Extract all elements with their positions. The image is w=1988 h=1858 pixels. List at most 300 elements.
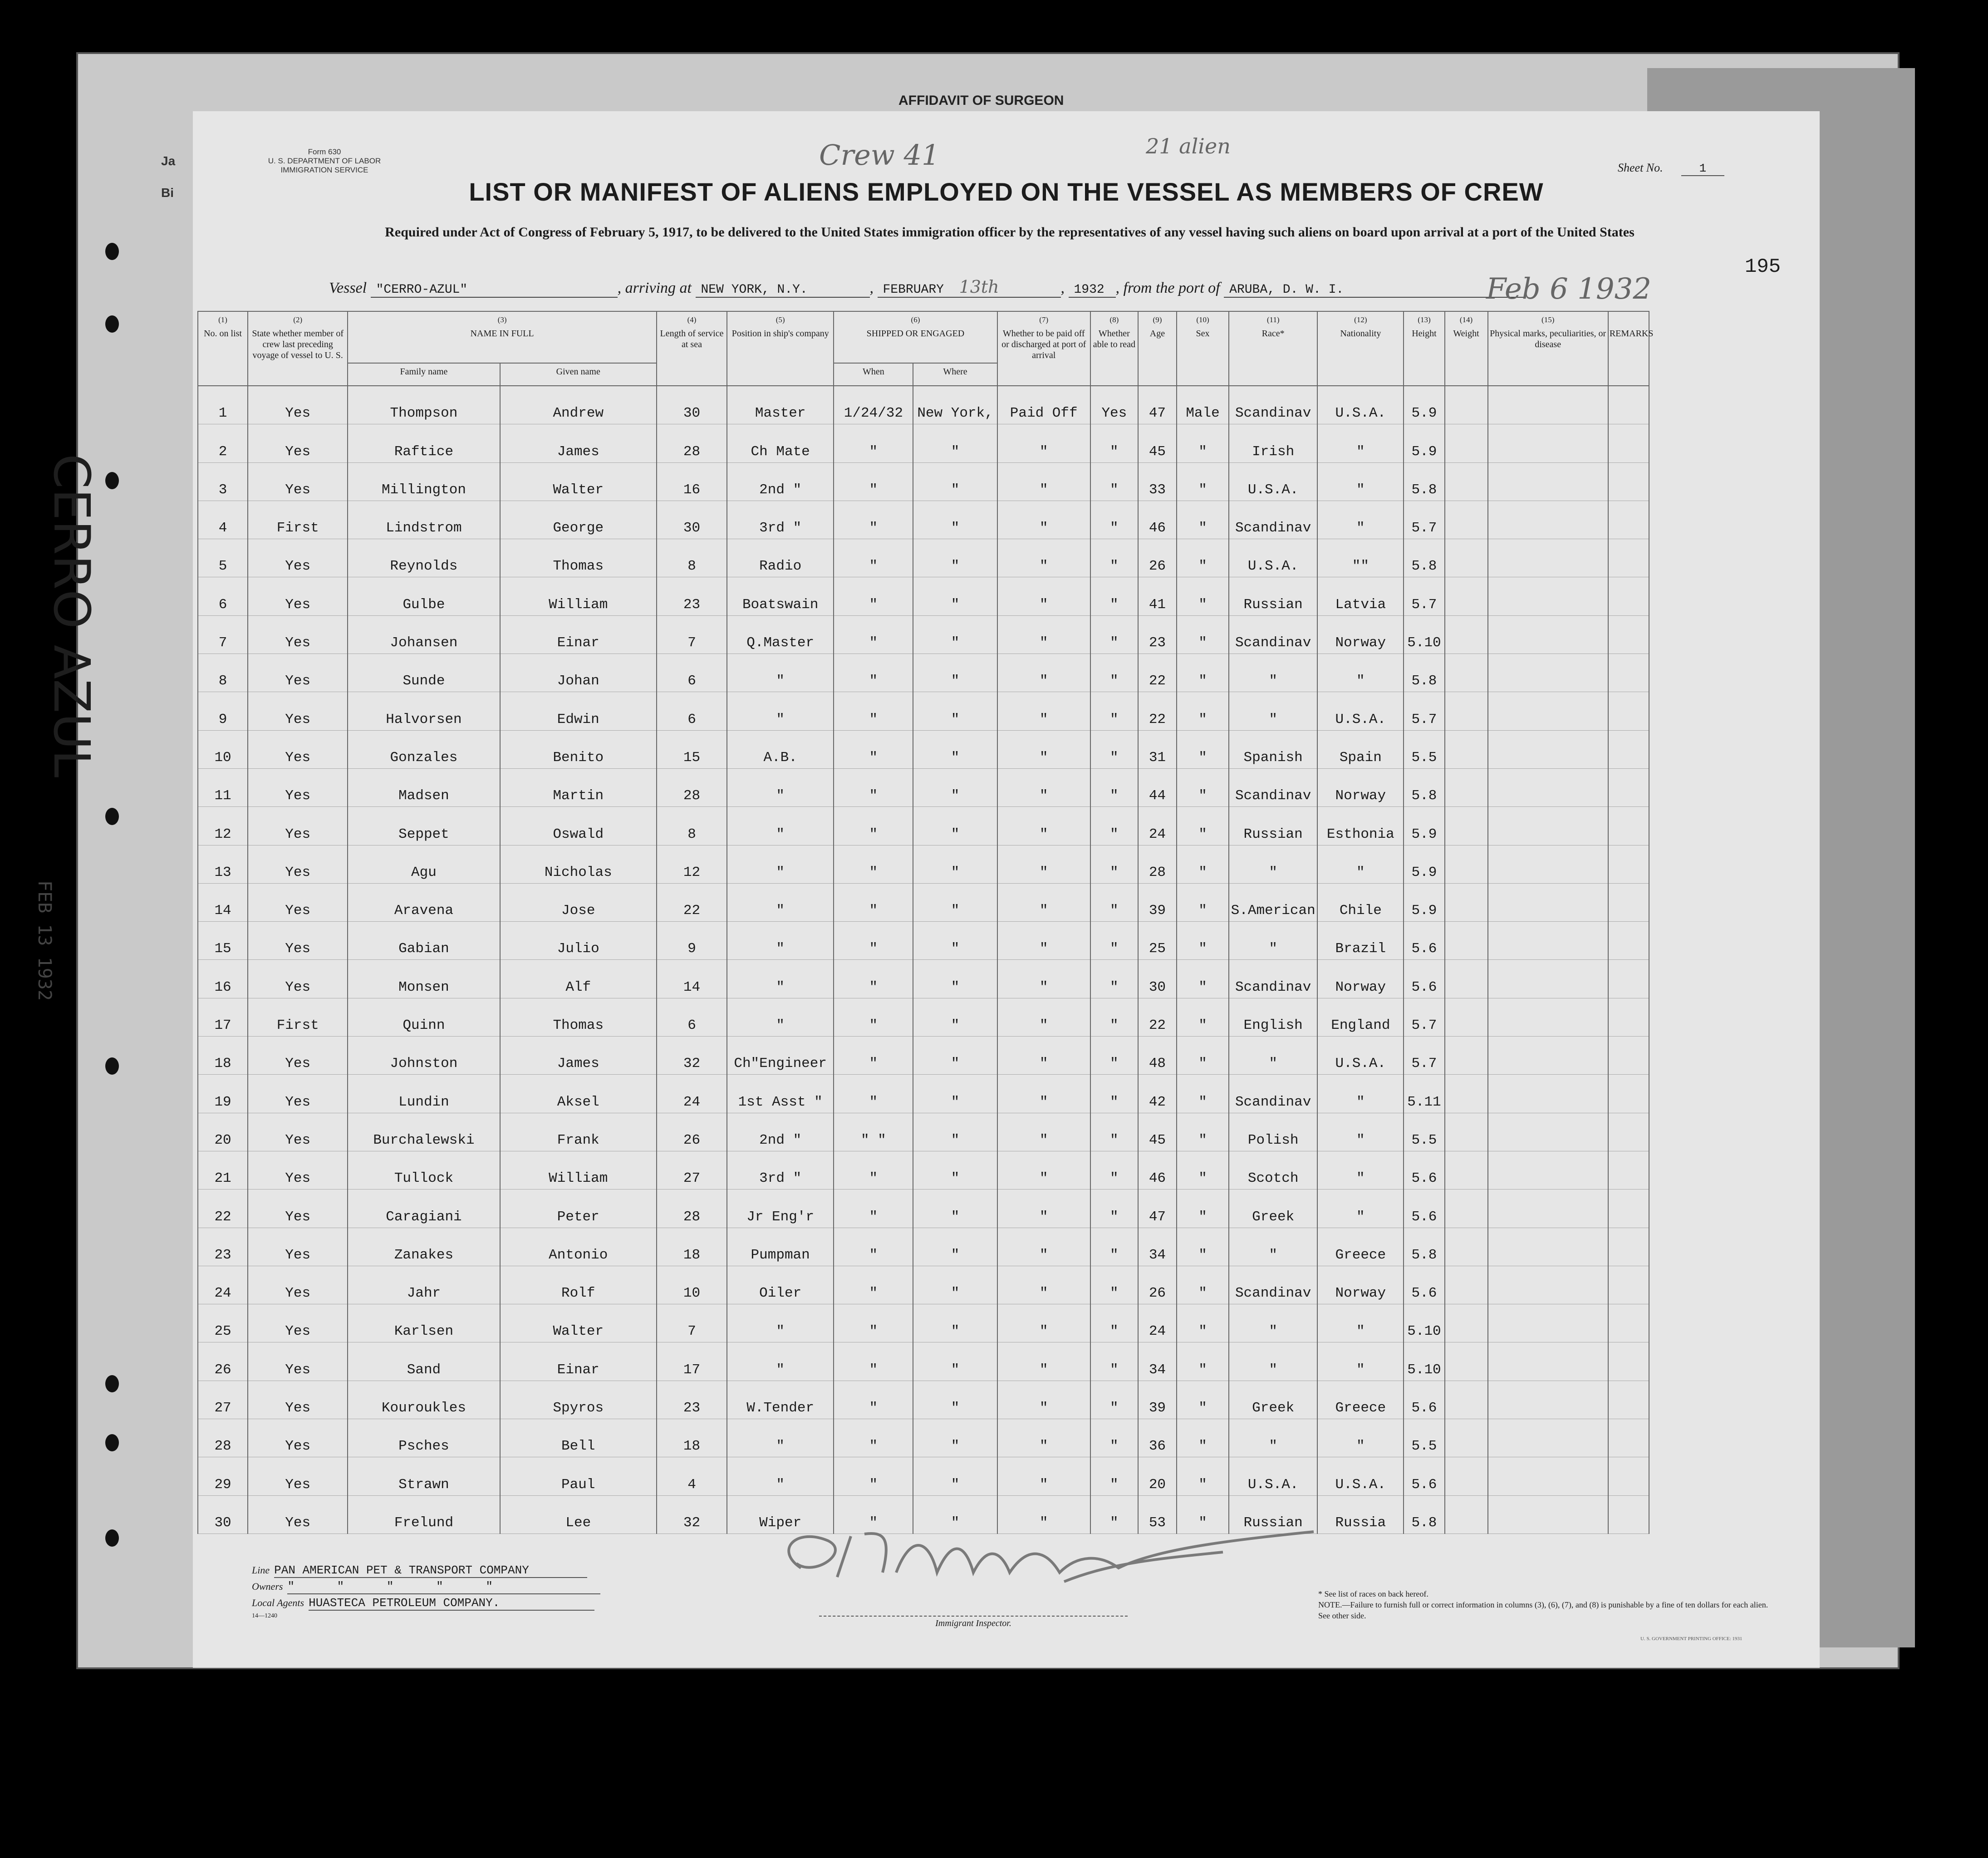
cell-empty <box>1488 424 1608 462</box>
cell-age: 24 <box>1138 1304 1177 1342</box>
cell-paid: " <box>997 539 1090 577</box>
cell-service: 14 <box>657 960 727 998</box>
cell-service: 10 <box>657 1266 727 1304</box>
punch-hole <box>105 1375 119 1392</box>
cell-given: Thomas <box>500 998 657 1036</box>
cell-family: Karlsen <box>348 1304 500 1342</box>
cell-empty <box>1488 692 1608 730</box>
cell-prev: First <box>248 501 348 539</box>
cell-service: 16 <box>657 462 727 501</box>
cell-family: Johansen <box>348 615 500 654</box>
cell-prev: Yes <box>248 807 348 845</box>
cell-service: 18 <box>657 1419 727 1457</box>
cell-height: 5.6 <box>1404 1266 1444 1304</box>
side-letters <box>161 145 175 209</box>
cell-when: " <box>834 654 913 692</box>
cell-race: U.S.A. <box>1229 1457 1317 1495</box>
cell-age: 30 <box>1138 960 1177 998</box>
cell-height: 5.9 <box>1404 883 1444 921</box>
cell-empty <box>1488 883 1608 921</box>
cell-empty <box>1608 424 1649 462</box>
form-reference: 14—1240 <box>252 1612 277 1619</box>
cell-empty <box>1445 998 1488 1036</box>
table-row <box>198 462 1649 501</box>
cell-race: U.S.A. <box>1229 462 1317 501</box>
cell-when: " <box>834 1266 913 1304</box>
cell-nationality: " <box>1317 1342 1404 1381</box>
cell-empty <box>1608 386 1649 424</box>
cell-read: " <box>1090 768 1138 806</box>
cell-sex: " <box>1177 539 1229 577</box>
punch-hole <box>105 1057 119 1075</box>
cell-service: 22 <box>657 883 727 921</box>
cell-paid: " <box>997 768 1090 806</box>
cell-paid: " <box>997 615 1090 654</box>
cell-empty <box>1608 883 1649 921</box>
cell-when: " " <box>834 1113 913 1151</box>
cell-position: " <box>727 768 834 806</box>
cell-empty <box>1608 1190 1649 1228</box>
cell-age: 45 <box>1138 1113 1177 1151</box>
table-row <box>198 1075 1649 1113</box>
cell-position: 2nd " <box>727 1113 834 1151</box>
cell-height: 5.9 <box>1404 845 1444 883</box>
cell-paid: " <box>997 1381 1090 1419</box>
cell-family: Gabian <box>348 922 500 960</box>
cell-where: " <box>913 1266 997 1304</box>
cell-where: " <box>913 1419 997 1457</box>
table-row <box>198 1419 1649 1457</box>
affidavit-header: AFFIDAVIT OF SURGEON <box>898 93 1064 108</box>
cell-empty <box>1488 1075 1608 1113</box>
cell-empty <box>1488 1419 1608 1457</box>
cell-family: Strawn <box>348 1457 500 1495</box>
cell-position: 2nd " <box>727 462 834 501</box>
cell-sex: " <box>1177 1342 1229 1381</box>
cell-height: 5.5 <box>1404 1419 1444 1457</box>
cell-empty <box>1488 462 1608 501</box>
cell-prev: Yes <box>248 1037 348 1075</box>
cell-sex: " <box>1177 883 1229 921</box>
header-subcell: Where <box>913 363 997 386</box>
shipping-line: PAN AMERICAN PET & TRANSPORT COMPANY <box>274 1563 587 1578</box>
cell-empty <box>1608 1304 1649 1342</box>
cell-age: 24 <box>1138 807 1177 845</box>
cell-sex: " <box>1177 1151 1229 1189</box>
cell-nationality: " <box>1317 424 1404 462</box>
cell-race: " <box>1229 845 1317 883</box>
cell-height: 5.6 <box>1404 1190 1444 1228</box>
table-row <box>198 922 1649 960</box>
cell-nationality: " <box>1317 845 1404 883</box>
cell-read: " <box>1090 730 1138 768</box>
cell-nationality: " <box>1317 1419 1404 1457</box>
table-row <box>198 577 1649 615</box>
cell-paid: " <box>997 1342 1090 1381</box>
table-row <box>198 654 1649 692</box>
inspector-label: Immigrant Inspector. <box>819 1616 1128 1629</box>
cell-paid: " <box>997 1037 1090 1075</box>
cell-read: " <box>1090 960 1138 998</box>
header-cell: (3) NAME IN FULL <box>348 311 657 363</box>
vessel-label: Vessel <box>329 280 367 296</box>
vessel-stamp <box>0 318 101 1001</box>
cell-empty <box>1488 1381 1608 1419</box>
cell-where: " <box>913 692 997 730</box>
cell-no: 23 <box>198 1228 248 1266</box>
cell-when: " <box>834 462 913 501</box>
table-row <box>198 615 1649 654</box>
cell-nationality: Chile <box>1317 883 1404 921</box>
cell-no: 22 <box>198 1190 248 1228</box>
cell-prev: Yes <box>248 539 348 577</box>
cell-race: Scandinav <box>1229 1266 1317 1304</box>
cell-empty <box>1608 1113 1649 1151</box>
crew-table-body <box>198 386 1649 1534</box>
cell-family: Agu <box>348 845 500 883</box>
cell-service: 18 <box>657 1228 727 1266</box>
cell-family: Johnston <box>348 1037 500 1075</box>
table-row <box>198 1190 1649 1228</box>
cell-position: " <box>727 1342 834 1381</box>
cell-no: 1 <box>198 386 248 424</box>
cell-age: 34 <box>1138 1342 1177 1381</box>
cell-when: 1/24/32 <box>834 386 913 424</box>
cell-height: 5.8 <box>1404 768 1444 806</box>
cell-empty <box>1608 1381 1649 1419</box>
cell-given: William <box>500 577 657 615</box>
cell-position: " <box>727 654 834 692</box>
table-row <box>198 1304 1649 1342</box>
form-number: Form 630 <box>308 147 341 156</box>
cell-nationality: Norway <box>1317 960 1404 998</box>
cell-empty <box>1488 501 1608 539</box>
cell-read: " <box>1090 1190 1138 1228</box>
cell-race: Scandinav <box>1229 615 1317 654</box>
cell-no: 7 <box>198 615 248 654</box>
cell-position: Oiler <box>727 1266 834 1304</box>
cell-service: 17 <box>657 1342 727 1381</box>
cell-position: " <box>727 960 834 998</box>
cell-where: " <box>913 1457 997 1495</box>
cell-read: " <box>1090 1304 1138 1342</box>
cell-when: " <box>834 539 913 577</box>
cell-given: Walter <box>500 1304 657 1342</box>
cell-empty <box>1445 615 1488 654</box>
cell-empty <box>1488 1266 1608 1304</box>
cell-service: 30 <box>657 501 727 539</box>
cell-sex: " <box>1177 960 1229 998</box>
cell-where: " <box>913 615 997 654</box>
header-cell: (1) No. on list <box>198 311 248 386</box>
cell-family: Thompson <box>348 386 500 424</box>
cell-empty <box>1445 539 1488 577</box>
cell-read: " <box>1090 654 1138 692</box>
cell-position: Master <box>727 386 834 424</box>
cell-family: Lundin <box>348 1075 500 1113</box>
cell-race: Russian <box>1229 577 1317 615</box>
cell-race: Scandinav <box>1229 1075 1317 1113</box>
cell-height: 5.7 <box>1404 998 1444 1036</box>
cell-service: 9 <box>657 922 727 960</box>
header-cell: (5) Position in ship's company <box>727 311 834 386</box>
cell-family: Reynolds <box>348 539 500 577</box>
cell-prev: Yes <box>248 654 348 692</box>
cell-age: 46 <box>1138 501 1177 539</box>
cell-where: " <box>913 922 997 960</box>
cell-age: 53 <box>1138 1495 1177 1534</box>
header-cell: (9) Age <box>1138 311 1177 386</box>
manifest-sheet <box>193 111 1820 1668</box>
cell-race: Greek <box>1229 1190 1317 1228</box>
cell-paid: " <box>997 692 1090 730</box>
handwritten-alien-note: 21 alien <box>1146 134 1231 158</box>
table-row <box>198 1151 1649 1189</box>
cell-race: " <box>1229 692 1317 730</box>
cell-paid: " <box>997 1266 1090 1304</box>
cell-service: 15 <box>657 730 727 768</box>
cell-empty <box>1608 1457 1649 1495</box>
cell-empty <box>1488 654 1608 692</box>
cell-race: Russian <box>1229 807 1317 845</box>
table-row <box>198 730 1649 768</box>
header-cell: (14) Weight <box>1445 311 1488 386</box>
cell-paid: Paid Off <box>997 386 1090 424</box>
cell-where: " <box>913 1037 997 1075</box>
cell-height: 5.11 <box>1404 1075 1444 1113</box>
cell-where: " <box>913 1190 997 1228</box>
cell-family: Quinn <box>348 998 500 1036</box>
cell-where: " <box>913 654 997 692</box>
cell-age: 46 <box>1138 1151 1177 1189</box>
cell-prev: First <box>248 998 348 1036</box>
crew-table <box>197 311 1654 1534</box>
cell-prev: Yes <box>248 845 348 883</box>
cell-given: Aksel <box>500 1075 657 1113</box>
cell-age: 25 <box>1138 922 1177 960</box>
cell-given: Oswald <box>500 807 657 845</box>
cell-height: 5.7 <box>1404 1037 1444 1075</box>
cell-nationality: " <box>1317 654 1404 692</box>
cell-service: 28 <box>657 424 727 462</box>
cell-paid: " <box>997 845 1090 883</box>
cell-age: 28 <box>1138 845 1177 883</box>
cell-sex: " <box>1177 922 1229 960</box>
cell-paid: " <box>997 922 1090 960</box>
cell-read: " <box>1090 1381 1138 1419</box>
cell-position: " <box>727 692 834 730</box>
cell-empty <box>1488 1190 1608 1228</box>
cell-sex: " <box>1177 998 1229 1036</box>
cell-no: 17 <box>198 998 248 1036</box>
cell-empty <box>1445 1419 1488 1457</box>
cell-paid: " <box>997 1151 1090 1189</box>
cell-empty <box>1488 1495 1608 1534</box>
cell-height: 5.8 <box>1404 654 1444 692</box>
owners-value: " " " " " <box>287 1580 600 1594</box>
cell-prev: Yes <box>248 1190 348 1228</box>
cell-where: " <box>913 883 997 921</box>
cell-age: 41 <box>1138 577 1177 615</box>
cell-paid: " <box>997 462 1090 501</box>
cell-nationality: Esthonia <box>1317 807 1404 845</box>
cell-given: Peter <box>500 1190 657 1228</box>
cell-empty <box>1488 1037 1608 1075</box>
cell-race: Scandinav <box>1229 960 1317 998</box>
cell-sex: " <box>1177 1228 1229 1266</box>
cell-age: 22 <box>1138 654 1177 692</box>
cell-empty <box>1445 1037 1488 1075</box>
cell-empty <box>1608 1419 1649 1457</box>
cell-read: " <box>1090 501 1138 539</box>
cell-read: " <box>1090 1113 1138 1151</box>
cell-where: " <box>913 539 997 577</box>
cell-service: 6 <box>657 692 727 730</box>
cell-no: 2 <box>198 424 248 462</box>
cell-family: Aravena <box>348 883 500 921</box>
department-name: U. S. DEPARTMENT OF LABOR <box>268 157 381 165</box>
cell-nationality: Greece <box>1317 1228 1404 1266</box>
cell-no: 3 <box>198 462 248 501</box>
cell-prev: Yes <box>248 1266 348 1304</box>
table-row <box>198 386 1649 424</box>
cell-height: 5.9 <box>1404 424 1444 462</box>
cell-family: Gonzales <box>348 730 500 768</box>
cell-where: " <box>913 807 997 845</box>
cell-nationality: Spain <box>1317 730 1404 768</box>
cell-empty <box>1608 615 1649 654</box>
cell-service: 30 <box>657 386 727 424</box>
cell-no: 21 <box>198 1151 248 1189</box>
cell-sex: " <box>1177 1495 1229 1534</box>
cell-no: 18 <box>198 1037 248 1075</box>
cell-service: 28 <box>657 1190 727 1228</box>
cell-empty <box>1608 692 1649 730</box>
cell-prev: Yes <box>248 1075 348 1113</box>
cell-given: Lee <box>500 1495 657 1534</box>
cell-race: Scotch <box>1229 1151 1317 1189</box>
cell-family: Tullock <box>348 1151 500 1189</box>
cell-height: 5.6 <box>1404 960 1444 998</box>
cell-where: " <box>913 845 997 883</box>
cell-position: " <box>727 1304 834 1342</box>
cell-prev: Yes <box>248 462 348 501</box>
cell-family: Seppet <box>348 807 500 845</box>
cell-when: " <box>834 1495 913 1534</box>
cell-height: 5.10 <box>1404 1304 1444 1342</box>
cell-prev: Yes <box>248 424 348 462</box>
cell-empty <box>1445 1266 1488 1304</box>
cell-when: " <box>834 883 913 921</box>
cell-empty <box>1488 807 1608 845</box>
table-row <box>198 1228 1649 1266</box>
cell-position: " <box>727 1419 834 1457</box>
cell-nationality: Greece <box>1317 1381 1404 1419</box>
cell-family: Jahr <box>348 1266 500 1304</box>
cell-when: " <box>834 807 913 845</box>
cell-age: 47 <box>1138 1190 1177 1228</box>
cell-empty <box>1608 960 1649 998</box>
cell-race: S.American <box>1229 883 1317 921</box>
cell-empty <box>1608 1495 1649 1534</box>
cell-read: " <box>1090 845 1138 883</box>
cell-no: 20 <box>198 1113 248 1151</box>
cell-nationality: Brazil <box>1317 922 1404 960</box>
header-subcell: Given name <box>500 363 657 386</box>
cell-given: James <box>500 424 657 462</box>
cell-paid: " <box>997 1228 1090 1266</box>
cell-empty <box>1445 845 1488 883</box>
cell-paid: " <box>997 577 1090 615</box>
stamp-date: FEB 13 1932 <box>34 880 55 1001</box>
arrival-year: 1932 <box>1069 283 1116 298</box>
cell-empty <box>1488 539 1608 577</box>
cell-where: " <box>913 1151 997 1189</box>
cell-race: Polish <box>1229 1113 1317 1151</box>
service-name: IMMIGRATION SERVICE <box>280 166 368 174</box>
cell-where: " <box>913 1381 997 1419</box>
cell-when: " <box>834 998 913 1036</box>
cell-height: 5.9 <box>1404 386 1444 424</box>
cell-no: 27 <box>198 1381 248 1419</box>
cell-empty <box>1445 577 1488 615</box>
cell-paid: " <box>997 1190 1090 1228</box>
table-row <box>198 424 1649 462</box>
cell-empty <box>1445 501 1488 539</box>
cell-position: " <box>727 883 834 921</box>
header-cell: (15) Physical marks, peculiarities, or disease <box>1488 311 1608 386</box>
cell-nationality: U.S.A. <box>1317 692 1404 730</box>
cell-service: 32 <box>657 1037 727 1075</box>
cell-sex: " <box>1177 730 1229 768</box>
cell-nationality: U.S.A. <box>1317 386 1404 424</box>
header-cell: REMARKS <box>1608 311 1649 386</box>
cell-height: 5.6 <box>1404 1457 1444 1495</box>
header-subcell: When <box>834 363 913 386</box>
cell-position: " <box>727 998 834 1036</box>
cell-given: Paul <box>500 1457 657 1495</box>
table-header-row <box>198 311 1649 363</box>
cell-empty <box>1608 1075 1649 1113</box>
cell-family: Halvorsen <box>348 692 500 730</box>
stamp-vessel-name: CERRO AZUL <box>43 454 101 778</box>
cell-where: New York, <box>913 386 997 424</box>
cell-nationality: Norway <box>1317 1266 1404 1304</box>
cell-empty <box>1488 1457 1608 1495</box>
handwritten-date-note: Feb 6 1932 <box>1486 272 1652 306</box>
cell-no: 24 <box>198 1266 248 1304</box>
cell-nationality: " <box>1317 1113 1404 1151</box>
cell-height: 5.9 <box>1404 807 1444 845</box>
cell-given: James <box>500 1037 657 1075</box>
cell-when: " <box>834 692 913 730</box>
table-row <box>198 539 1649 577</box>
cell-nationality: " <box>1317 1151 1404 1189</box>
cell-given: Thomas <box>500 539 657 577</box>
cell-prev: Yes <box>248 386 348 424</box>
cell-read: " <box>1090 1151 1138 1189</box>
cell-sex: " <box>1177 654 1229 692</box>
cell-paid: " <box>997 424 1090 462</box>
cell-read: " <box>1090 692 1138 730</box>
cell-no: 12 <box>198 807 248 845</box>
departure-port: ARUBA, D. W. I. <box>1224 283 1525 298</box>
cell-when: " <box>834 1151 913 1189</box>
cell-service: 28 <box>657 768 727 806</box>
cell-age: 39 <box>1138 1381 1177 1419</box>
cell-where: " <box>913 1113 997 1151</box>
cell-given: Einar <box>500 615 657 654</box>
